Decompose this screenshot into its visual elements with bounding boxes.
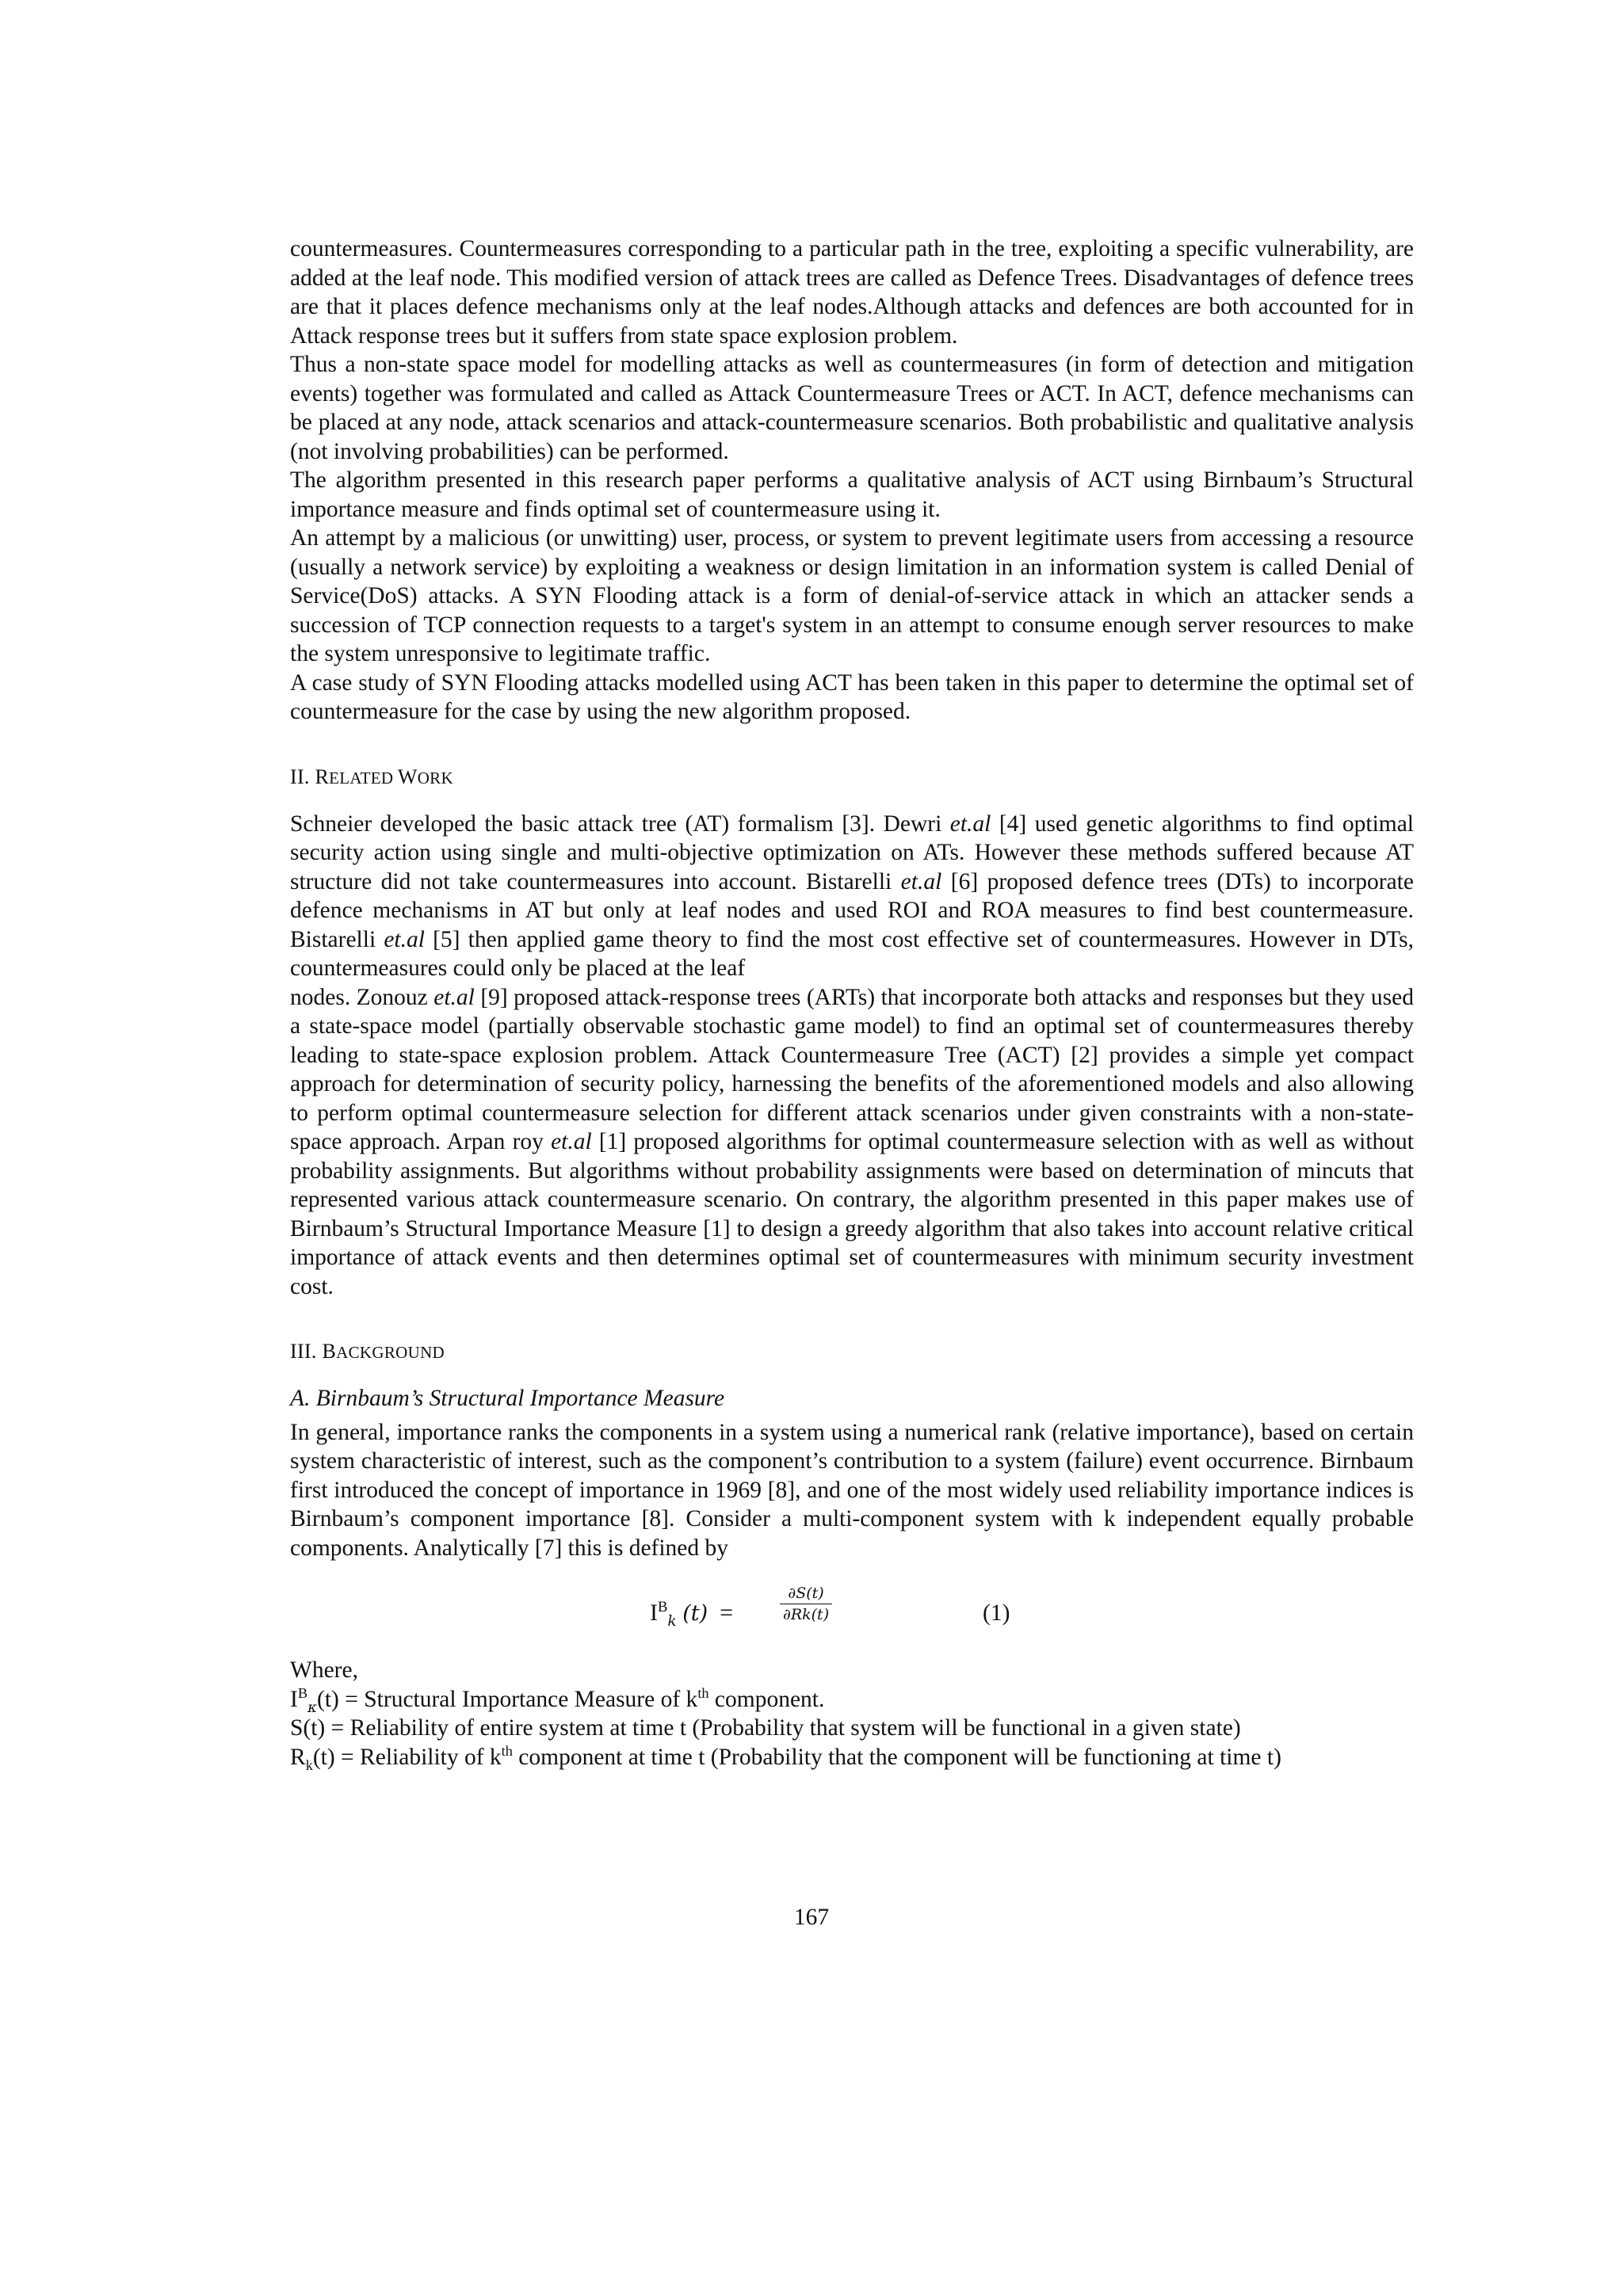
definition-system-reliability: S(t) = Reliability of entire system at time t (Probability that system will be functional in a given state) — [290, 1715, 1241, 1741]
definition-component-reliability: $R_k(t)$ = Reliability of $k^{th}$ component at time t (Probability that the component will be functioning at time t) — [290, 1742, 1281, 1773]
related-work-paragraph-2: nodes. Zonouz et.al [9] proposed attack-response trees (ARTs) that incorporate both attacks and responses but they used a state-space model (partially observable stochastic game model) to find an optimal set of countermeasures thereby leading to state-space explosion problem. Attack Countermeasure Tree (ACT) [2] provides a simple yet compact approach for determination of security policy, harnessing the benefits of the aforementioned models and also allowing to perform optimal countermeasure selection for different attack scenarios under given constraints with a non-state-space approach. Arpan roy et.al [1] proposed algorithms for optimal countermeasure selection with as well as without probability assignments. But algorithms without probability assignments were based on determination of mincuts that represented various attack countermeasure scenario. On contrary, the algorithm presented in this paper makes use of Birnbaum’s Structural Importance Measure [1] to design a greedy algorithm that also takes into account relative critical importance of attack events and then determines optimal set of countermeasures with minimum security investment cost. — [290, 984, 1414, 1299]
equation-fraction — [780, 1583, 832, 1625]
intro-paragraph-2: Thus a non-state space model for modelling attacks as well as countermeasures (in form of detection and mitigation events) together was formulated and called as Attack Countermeasure Trees or ACT. In ACT, defence mechanisms can be placed at any node, attack scenarios and attack-countermeasure scenarios. Both probabilistic and qualitative analysis (not involving probabilities) can be performed. — [290, 352, 1414, 464]
definition-importance-measure: $I^B_𝜅(t)$ = Structural Importance Measure of $k^{th}$ component. — [290, 1684, 825, 1716]
intro-paragraph-3: The algorithm presented in this research paper performs a qualitative analysis of ACT using Birnbaum’s Structural importance measure and finds optimal set of countermeasure using it. — [290, 467, 1414, 522]
intro-paragraph-5: A case study of SYN Flooding attacks modelled using ACT has been taken in this paper to determine the optimal set of countermeasure for the case by using the new algorithm proposed. — [290, 669, 1414, 724]
paper-page — [290, 235, 1414, 1772]
section-heading-related-work: II. RELATED WORK — [290, 765, 453, 788]
background-paragraph-1: In general, importance ranks the components in a system using a numerical rank (relative importance), based on certain system characteristic of interest, such as the component’s contribution to a system (failure) event occurrence. Birnbaum first introduced the concept of importance in 1969 [8], and one of the most widely used reliability importance indices is Birnbaum’s component importance [8]. Consider a multi-component system with k independent equally probable components. Analytically [7] this is defined by — [290, 1419, 1414, 1561]
equation-1 — [290, 1580, 1414, 1656]
equation-number: (1) — [983, 1600, 1010, 1626]
where-label: Where, — [290, 1657, 358, 1683]
equation-denominator: ∂𝑅𝑘(𝑡) — [783, 1606, 830, 1623]
intro-paragraph-4: An attempt by a malicious (or unwitting) user, process, or system to prevent legitimate users from accessing a resource (usually a network service) by exploiting a weakness or design limitation in an information system is called Denial of Service(DoS) attacks. A SYN Flooding attack is a form of denial-of-service attack in which an attacker sends a succession of TCP connection requests to a target's system in an attempt to consume enough server resources to make the system unresponsive to legitimate traffic. — [290, 525, 1414, 666]
equation-numerator: ∂𝑆(𝑡) — [780, 1583, 832, 1604]
intro-paragraph-1: countermeasures. Countermeasures corresponding to a particular path in the tree, exploiting a specific vulnerability, are added at the leaf node. This modified version of attack trees are called as Defence Trees. Disadvantages of defence trees are that it places defence mechanisms only at the leaf nodes.Although attacks and defences are both accounted for in Attack response trees but it suffers from state space explosion problem. — [290, 236, 1414, 349]
page-number: 167 — [793, 1905, 830, 1930]
subsection-heading-birnbaum: A. Birnbaum’s Structural Importance Measure — [290, 1386, 725, 1411]
definitions-list — [290, 1656, 1414, 1772]
related-work-paragraph-1: Schneier developed the basic attack tree (AT) formalism [3]. Dewri et.al [4] used genetic algorithms to find optimal security action using single and multi-objective optimization on ATs. However these methods suffered because AT structure did not take countermeasures into account. Bistarelli et.al [6] proposed defence trees (DTs) to incorporate defence mechanisms in AT but only at leaf nodes and used ROI and ROA measures to find best countermeasure. Bistarelli et.al [5] then applied game theory to find the most cost effective set of countermeasures. However in DTs, countermeasures could only be placed at the leaf — [290, 810, 1415, 981]
section-heading-background: III. BACKGROUND — [290, 1340, 445, 1363]
equation-lhs: $I^B_𝑘$ (𝑡) = — [650, 1599, 734, 1630]
